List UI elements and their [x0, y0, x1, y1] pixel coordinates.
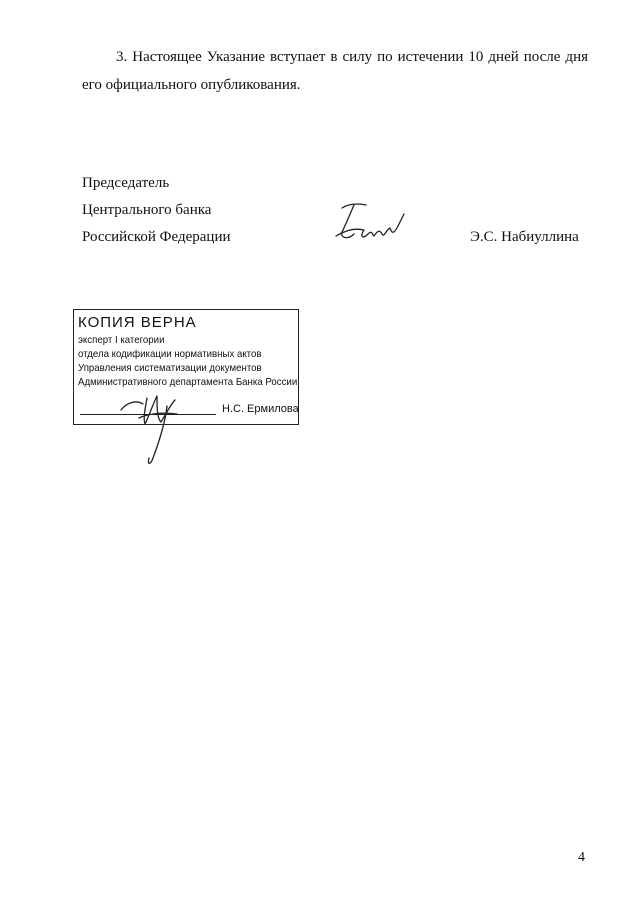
signer-title-line-3: Российской Федерации — [82, 229, 231, 245]
signer-title-line-1: Председатель — [82, 175, 170, 191]
stamp-title: КОПИЯ ВЕРНА — [78, 314, 197, 331]
signer-title-line-2: Центрального банка — [82, 202, 212, 218]
page-number: 4 — [578, 850, 585, 865]
signer-name: Э.С. Набиуллина — [470, 229, 579, 245]
stamp-line-directorate: Управления систематизации документов — [78, 362, 262, 374]
chairman-signature — [326, 200, 412, 248]
stamp-line-department: отдела кодификации нормативных актов — [78, 348, 262, 360]
stamp-name: Н.С. Ермилова — [222, 403, 299, 415]
stamp-line-position: эксперт I категории — [78, 334, 165, 346]
stamp-line-organisation: Административного департамента Банка России — [78, 376, 298, 388]
signer-position — [82, 170, 231, 251]
stamp-signature — [117, 388, 195, 470]
paragraph-3: 3. Настоящее Указание вступает в силу по истечении 10 дней после дня его официального опубликования. — [82, 49, 588, 93]
